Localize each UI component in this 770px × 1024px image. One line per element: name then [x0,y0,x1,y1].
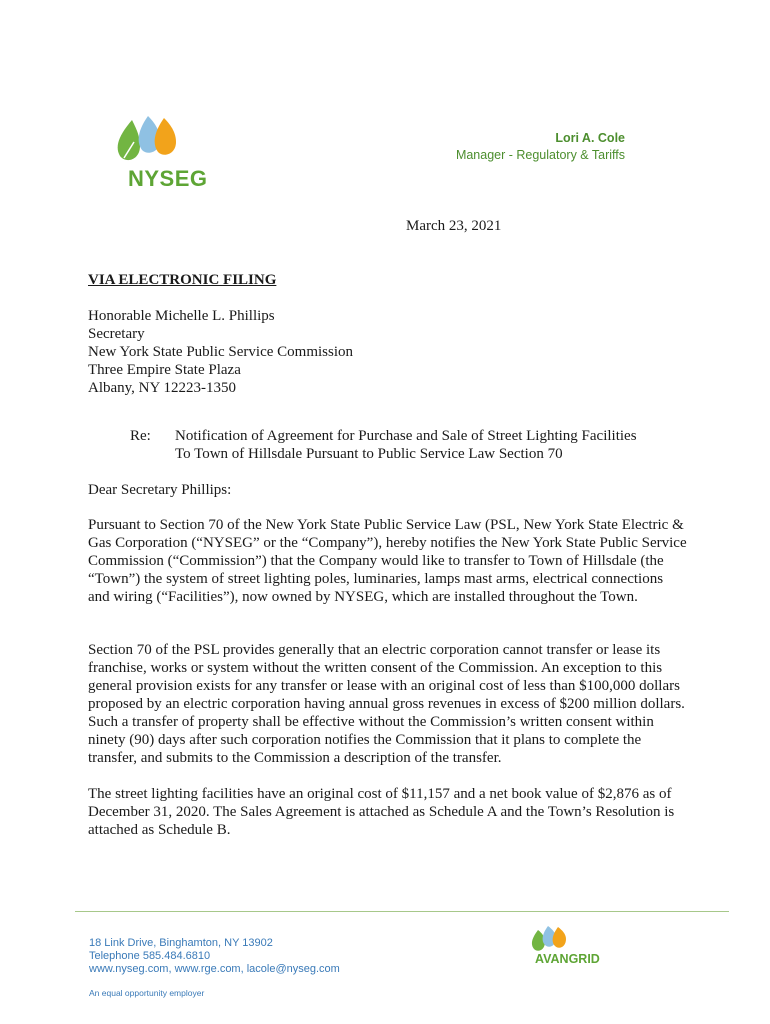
body-paragraph: The street lighting facilities have an original cost of $11,157 and a net book value of $2,876 as of December 31, 2020. The Sales Agreement is attached as Schedule A and the Town’s Resolution is attached as Schedule B. [88,786,675,838]
via-heading: VIA ELECTRONIC FILING [88,272,277,288]
equal-opportunity-note: An equal opportunity employer [89,988,205,998]
address-line: Albany, NY 12223-1350 [88,380,237,396]
address-line: Three Empire State Plaza [88,362,241,378]
nyseg-logo [110,112,220,192]
leaf-drops-icon [530,922,580,954]
footer-address: 18 Link Drive, Binghamton, NY 13902 [89,937,273,949]
sender-title: Manager - Regulatory & Tariffs [455,148,625,162]
address-line: Honorable Michelle L. Phillips [88,308,275,324]
sender-name: Lori A. Cole [555,131,625,145]
footer-contact [89,937,340,976]
leaf-drops-icon [110,112,220,172]
address-line: Secretary [88,326,145,342]
logo-text: NYSEG [128,166,208,191]
re-line: Notification of Agreement for Purchase and Sale of Street Lighting Facilities [175,428,637,444]
footer-telephone: Telephone 585.484.6810 [89,950,211,962]
address-line: New York State Public Service Commission [88,344,353,360]
re-label: Re: [130,428,151,444]
footer-divider [75,911,729,912]
sender-block [456,130,625,164]
letter-date: March 23, 2021 [406,218,502,234]
body-paragraph: Section 70 of the PSL provides generally that an electric corporation cannot transfer or lease its franchise, works or system without the written consent of the Commission. An exception to this general provision exists for any transfer or lease with an original cost of less than $100,000 dollars proposed by an electric corporation having annual gross revenues in excess of $200 million dollars. Such a transfer of property shall be effective without the Commission’s written consent within ninety (90) days after such corporation notifies the Commission that it plans to complete the transfer, and submits to the Commission a description of the transfer. [88,642,685,766]
salutation: Dear Secretary Phillips: [88,482,232,498]
footer-web[interactable]: www.nyseg.com, www.rge.com, lacole@nyseg.com [89,963,340,975]
recipient-address [88,307,353,397]
avangrid-logo [530,922,610,972]
re-line: To Town of Hillsdale Pursuant to Public Service Law Section 70 [175,446,563,462]
avangrid-text: AVANGRID [535,952,600,966]
body-paragraph: Pursuant to Section 70 of the New York State Public Service Law (PSL, New York State Electric & Gas Corporation (“NYSEG” or the “Company”), hereby notifies the New York State Public Service Commission (“Commission”) that the Company would like to transfer to Town of Hillsdale (the “Town”) the system of street lighting poles, luminaries, lamps mast arms, electrical connections and wiring (“Facilities”), now owned by NYSEG, which are installed throughout the Town. [88,517,687,605]
